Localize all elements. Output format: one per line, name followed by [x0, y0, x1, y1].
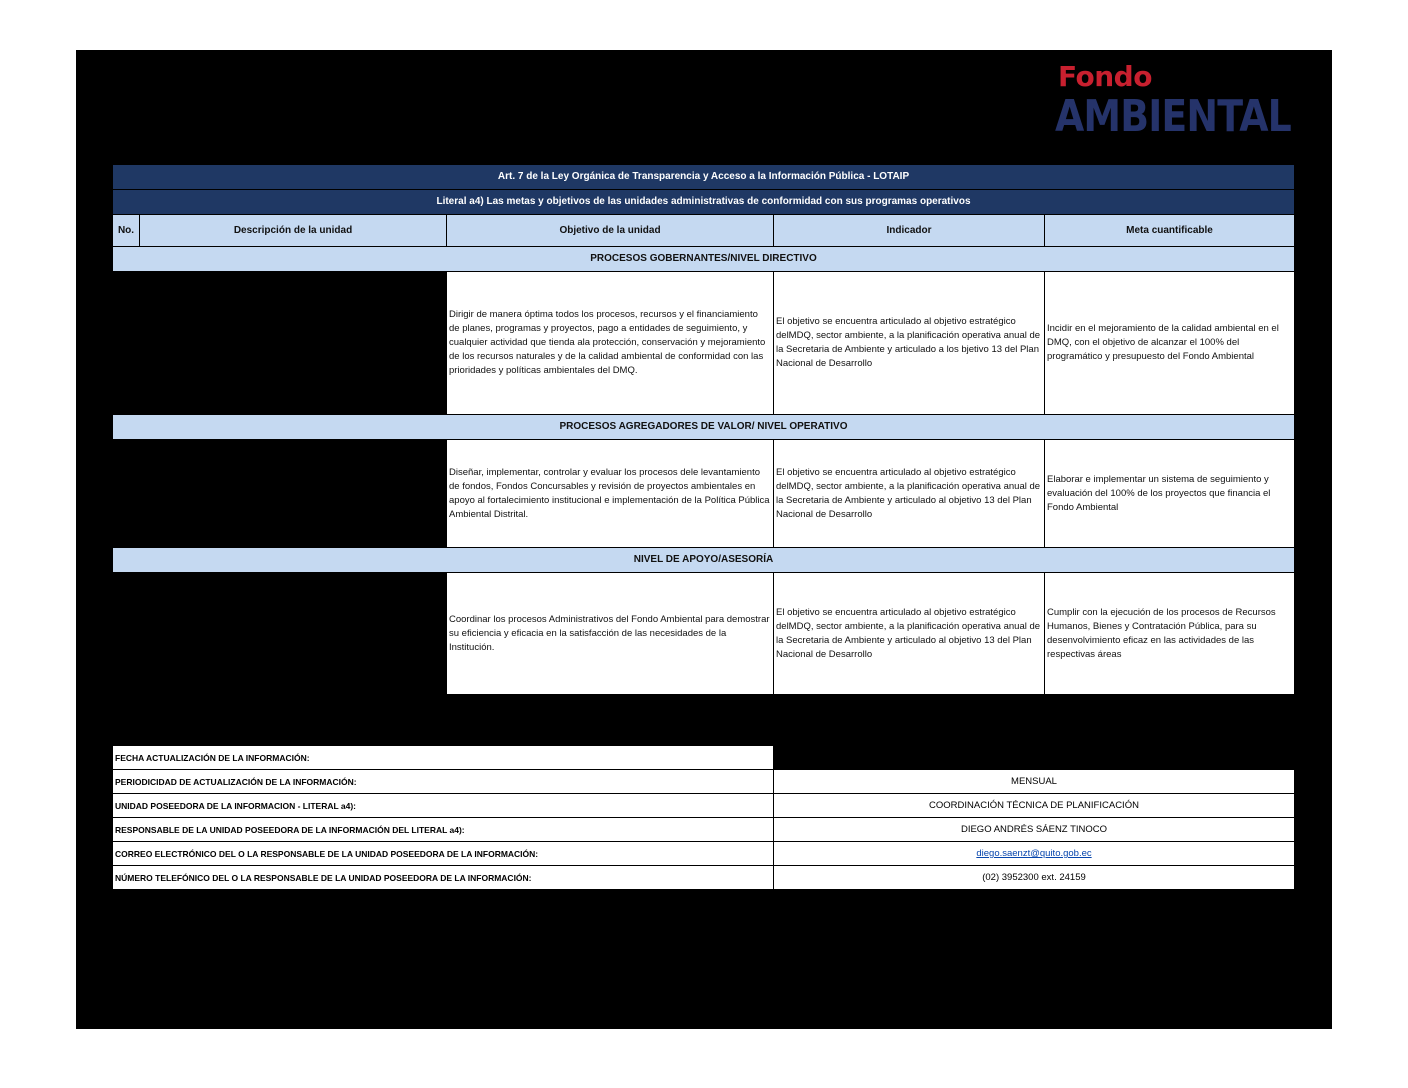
document-page: [76, 50, 1332, 1029]
redacted-cell: [113, 440, 447, 548]
footer-label-correo: CORREO ELECTRÓNICO DEL O LA RESPONSABLE DE LA UNIDAD POSEEDORA DE LA INFORMACIÓN:: [113, 842, 774, 866]
section-title-apoyo: NIVEL DE APOYO/ASESORÍA: [113, 548, 1295, 573]
header-indicador: Indicador: [774, 215, 1045, 247]
subtitle-row: [113, 190, 1295, 215]
logo-line-1: Fondo: [1058, 60, 1152, 93]
footer-value-unidad: COORDINACIÓN TÉCNICA DE PLANIFICACIÓN: [774, 794, 1295, 818]
header-no: No.: [113, 215, 140, 247]
footer-label-periodicidad: PERIODICIDAD DE ACTUALIZACIÓN DE LA INFORMACIÓN:: [113, 770, 774, 794]
lotaip-table: [112, 164, 1295, 695]
logo-line-2: AMBIENTAL: [1055, 91, 1291, 142]
footer-label-unidad: UNIDAD POSEEDORA DE LA INFORMACION - LITERAL a4):: [113, 794, 774, 818]
footer-value-responsable: DIEGO ANDRÉS SÁENZ TINOCO: [774, 818, 1295, 842]
section-title-operativo: PROCESOS AGREGADORES DE VALOR/ NIVEL OPERATIVO: [113, 415, 1295, 440]
footer-label-fecha: FECHA ACTUALIZACIÓN DE LA INFORMACIÓN:: [113, 746, 774, 770]
header-row: [113, 215, 1295, 247]
section-header-row: [113, 247, 1295, 272]
section-header-row: [113, 548, 1295, 573]
indicador-cell: El objetivo se encuentra articulado al objetivo estratégico delMDQ, sector ambiente, a la planificación operativa anual de la Secretaria de Ambiente y articulado al objetivo 13 del Plan Nacional de Desarrollo: [774, 440, 1045, 548]
objetivo-cell: Coordinar los procesos Administrativos del Fondo Ambiental para demostrar su eficiencia y eficacia en la satisfacción de las necesidades de la Institución.: [447, 573, 774, 695]
footer-value-telefono: (02) 3952300 ext. 24159: [774, 866, 1295, 890]
meta-cell: Elaborar e implementar un sistema de seguimiento y evaluación del 100% de los proyectos que financia el Fondo Ambiental: [1045, 440, 1295, 548]
redacted-cell: [113, 272, 447, 415]
title-row: [113, 165, 1295, 190]
footer-row: [113, 794, 1295, 818]
table-row: [113, 272, 1295, 415]
section-title-directivo: PROCESOS GOBERNANTES/NIVEL DIRECTIVO: [113, 247, 1295, 272]
table-subtitle: Literal a4) Las metas y objetivos de las unidades administrativas de conformidad con sus programas operativos: [113, 190, 1295, 215]
indicador-cell: El objetivo se encuentra articulado al objetivo estratégico delMDQ, sector ambiente, a la planificación operativa anual de la Secretaria de Ambiente y articulado a los bjetivo 13 del Plan Nacional de Desarrollo: [774, 272, 1045, 415]
meta-cell: Incidir en el mejoramiento de la calidad ambiental en el DMQ, con el objetivo de alcanzar el 100% del programático y presupuesto del Fondo Ambiental: [1045, 272, 1295, 415]
header-objetivo: Objetivo de la unidad: [447, 215, 774, 247]
header-meta: Meta cuantificable: [1045, 215, 1295, 247]
indicador-cell: El objetivo se encuentra articulado al objetivo estratégico delMDQ, sector ambiente, a la planificación operativa anual de la Secretaria de Ambiente y articulado al objetivo 13 del Plan Nacional de Desarrollo: [774, 573, 1045, 695]
footer-row: [113, 746, 1295, 770]
footer-label-telefono: NÚMERO TELEFÓNICO DEL O LA RESPONSABLE DE LA UNIDAD POSEEDORA DE LA INFORMACIÓN:: [113, 866, 774, 890]
table-title: Art. 7 de la Ley Orgánica de Transparencia y Acceso a la Información Pública - LOTAIP: [113, 165, 1295, 190]
fondo-ambiental-logo: [1055, 60, 1320, 142]
objetivo-cell: Diseñar, implementar, controlar y evaluar los procesos dele levantamiento de fondos, Fondos Concursables y revisión de proyectos ambientales en apoyo al fortalecimiento institucional e implementación de la Política Pública Ambiental Distrital.: [447, 440, 774, 548]
footer-value-periodicidad: MENSUAL: [774, 770, 1295, 794]
meta-cell: Cumplir con la ejecución de los procesos de Recursos Humanos, Bienes y Contratación Pública, para su desenvolvimiento eficaz en las actividades de las respectivas áreas: [1045, 573, 1295, 695]
redacted-cell: [113, 573, 447, 695]
header-descripcion: Descripción de la unidad: [140, 215, 447, 247]
email-link[interactable]: diego.saenzt@quito.gob.ec: [976, 848, 1092, 859]
footer-row: [113, 818, 1295, 842]
objetivo-cell: Dirigir de manera óptima todos los procesos, recursos y el financiamiento de planes, programas y proyectos, pago a entidades de seguimiento, y cualquier actividad que tienda ala protección, conservación y mejoramiento de los recursos naturales y de la calidad ambiental de conformidad con las prioridades y políticas ambientales del DMQ.: [447, 272, 774, 415]
footer-value-fecha: [774, 746, 1295, 770]
section-header-row: [113, 415, 1295, 440]
info-footer-table: [112, 745, 1295, 890]
footer-row: [113, 866, 1295, 890]
footer-label-responsable: RESPONSABLE DE LA UNIDAD POSEEDORA DE LA INFORMACIÓN DEL LITERAL a4):: [113, 818, 774, 842]
footer-row: [113, 770, 1295, 794]
table-row: [113, 440, 1295, 548]
table-row: [113, 573, 1295, 695]
footer-value-correo: [774, 842, 1295, 866]
footer-row: [113, 842, 1295, 866]
